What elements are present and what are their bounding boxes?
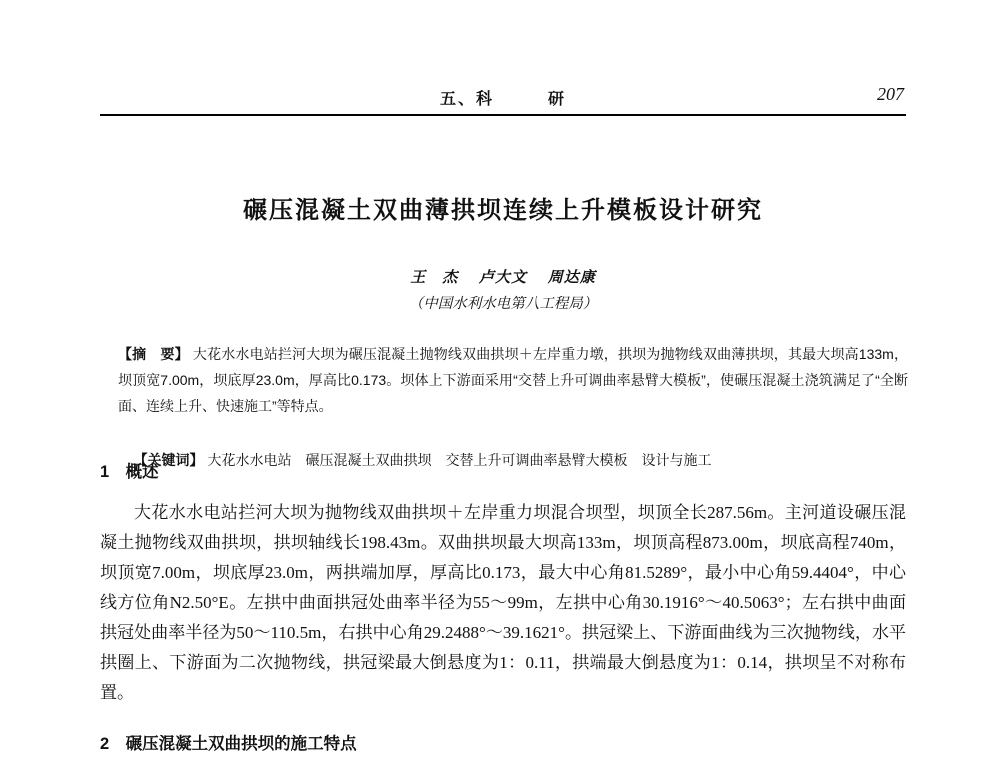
authors: 王 杰 卢大文 周达康 <box>410 270 596 286</box>
page-number: 207 <box>877 84 904 104</box>
section-1-heading: 1 概述 <box>100 463 159 481</box>
section-1-paragraph: 大花水水电站拦河大坝为抛物线双曲拱坝＋左岸重力坝混合坝型，坝顶全长287.56m。主河道设碾压混凝土抛物线双曲拱坝，拱坝轴线长198.43m。双曲拱坝最大坝高133m，坝顶高程873.00m，坝底高程740m，坝顶宽7.00m，坝底厚23.0m，两拱端加厚，厚高比0.173，最大中心角81.5289°，最小中心角59.4404°，中心线方位角N2.50°E。左拱中曲面拱冠处曲率半径为55～99m，左拱中心角30.1916°～40.5063°；左右拱中曲面拱冠处曲率半径为50～110.5m，右拱中心角29.2488°～39.1621°。拱冠梁上、下游面曲线为三次抛物线，水平拱圈上、下游面为二次抛物线，拱冠梁最大倒悬度为1：0.11，拱端最大倒悬度为1：0.14，拱坝呈不对称布置。 <box>100 503 906 702</box>
section-2-heading: 2 碾压混凝土双曲拱坝的施工特点 <box>100 735 357 753</box>
running-head: 五、科 研 <box>439 91 566 108</box>
keywords-label: 【关键词】 <box>133 452 208 468</box>
page-header <box>100 86 906 110</box>
affiliation: （中国水利水电第八工程局） <box>408 296 598 312</box>
abstract-label: 【摘 要】 <box>118 346 193 362</box>
abstract <box>118 341 908 419</box>
abstract-text: 大花水水电站拦河大坝为碾压混凝土抛物线双曲拱坝＋左岸重力墩，拱坝为抛物线双曲薄拱坝，其最大坝高133m，坝顶宽7.00m，坝底厚23.0m，厚高比0.173。坝体上下游面采用“交替上升可调曲率悬臂大模板”，使碾压混凝土浇筑满足了“全断面、连续上升、快速施工”等特点。 <box>118 346 908 414</box>
keywords-text: 大花水水电站 碾压混凝土双曲拱坝 交替上升可调曲率悬臂大模板 设计与施工 <box>207 452 712 468</box>
header-rule <box>100 114 906 116</box>
article-title: 碾压混凝土双曲薄拱坝连续上升模板设计研究 <box>243 198 763 224</box>
